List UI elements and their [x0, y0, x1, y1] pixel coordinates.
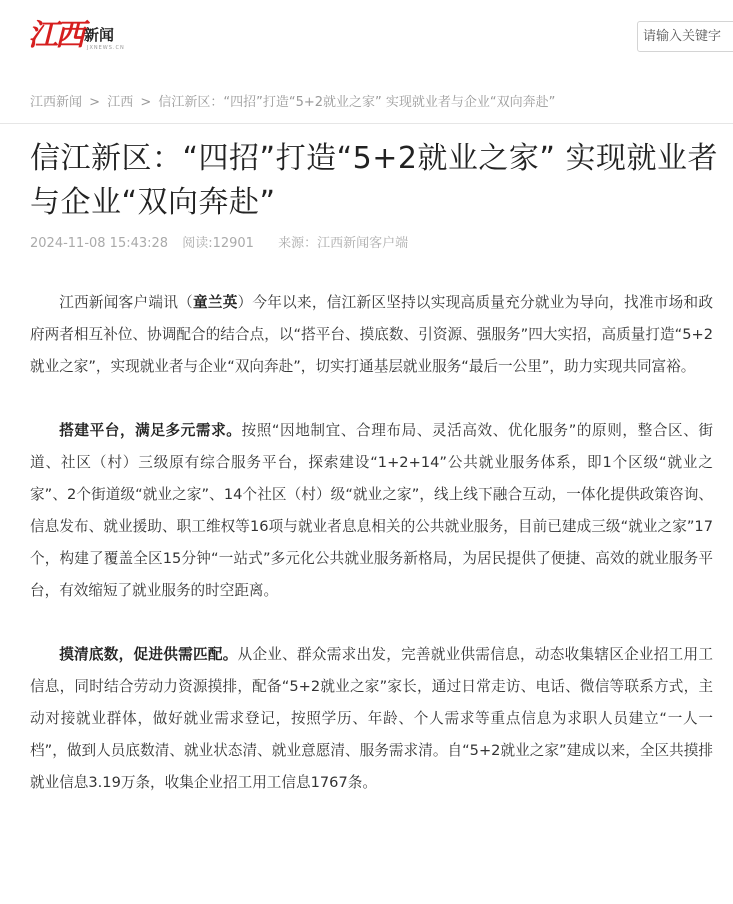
- breadcrumb-separator: >: [140, 95, 152, 110]
- site-header: [0, 0, 733, 80]
- breadcrumb-current: 信江新区：“四招”打造“5+2就业之家” 实现就业者与企业“双向奔赴”: [158, 95, 556, 110]
- article-meta: [30, 235, 418, 253]
- article-body: [30, 287, 713, 799]
- breadcrumb-separator: >: [89, 95, 101, 110]
- paragraph-text: ）今年以来，信江新区坚持以实现高质量充分就业为导向，找准市场和政府两者相互补位、协调配合的结合点，以“搭平台、摸底数、引资源、强服务”四大实招，高质量打造“5+2就业之家”，实现就业者与企业“双向奔赴”，切实打通基层就业服务“最后一公里”，助力实现共同富裕。: [30, 294, 713, 375]
- site-logo[interactable]: [28, 18, 128, 58]
- reporter-name: 童兰英: [192, 294, 238, 311]
- header-divider: [0, 123, 733, 124]
- paragraph-heading: 搭建平台，满足多元需求。: [59, 422, 242, 439]
- article-datetime: 2024-11-08 15:43:28: [30, 236, 169, 251]
- breadcrumb-home-link[interactable]: 江西新闻: [30, 95, 83, 110]
- logo-subtext: JXNEWS.CN: [87, 45, 125, 51]
- article-paragraph: [30, 287, 713, 383]
- article-title: 信江新区：“四招”打造“5+2就业之家” 实现就业者与企业“双向奔赴”: [30, 141, 719, 220]
- article-read-count: 阅读:12901: [182, 236, 254, 251]
- paragraph-text: 按照“因地制宜、合理布局、灵活高效、优化服务”的原则，整合区、街道、社区（村）三级原有综合服务平台，探索建设“1+2+14”公共就业服务体系，即1个区级“就业之家”、2个街道级“就业之家”、14个社区（村）级“就业之家”，线上线下融合互动，一体化提供政策咨询、信息发布、就业援助、职工维权等16项与就业者息息相关的公共就业服务，目前已建成三级“就业之家”17个，构建了覆盖全区15分钟“一站式”多元化公共就业服务新格局，为居民提供了便捷、高效的就业服务平台，有效缩短了就业服务的时空距离。: [30, 422, 713, 599]
- paragraph-text: 从企业、群众需求出发，完善就业供需信息，动态收集辖区企业招工用工信息，同时结合劳动力资源摸排，配备“5+2就业之家”家长，通过日常走访、电话、微信等联系方式，主动对接就业群体，做好就业需求登记，按照学历、年龄、个人需求等重点信息为求职人员建立“一人一档”，做到人员底数清、就业状态清、就业意愿清、服务需求清。自“5+2就业之家”建成以来，全区共摸排就业信息3.19万条，收集企业招工用工信息1767条。: [30, 646, 713, 791]
- paragraph-prefix: 江西新闻客户端讯（: [59, 294, 193, 311]
- article-paragraph: [30, 415, 713, 607]
- breadcrumb: [30, 94, 555, 112]
- breadcrumb-jiangxi-link[interactable]: 江西: [107, 95, 134, 110]
- search-input[interactable]: [637, 21, 733, 52]
- logo-mark: 江西: [28, 18, 82, 53]
- article-paragraph: [30, 639, 713, 799]
- paragraph-heading: 摸清底数，促进供需匹配。: [59, 646, 238, 663]
- logo-text: 新闻: [84, 26, 115, 44]
- article-source: 来源：江西新闻客户端: [278, 236, 409, 251]
